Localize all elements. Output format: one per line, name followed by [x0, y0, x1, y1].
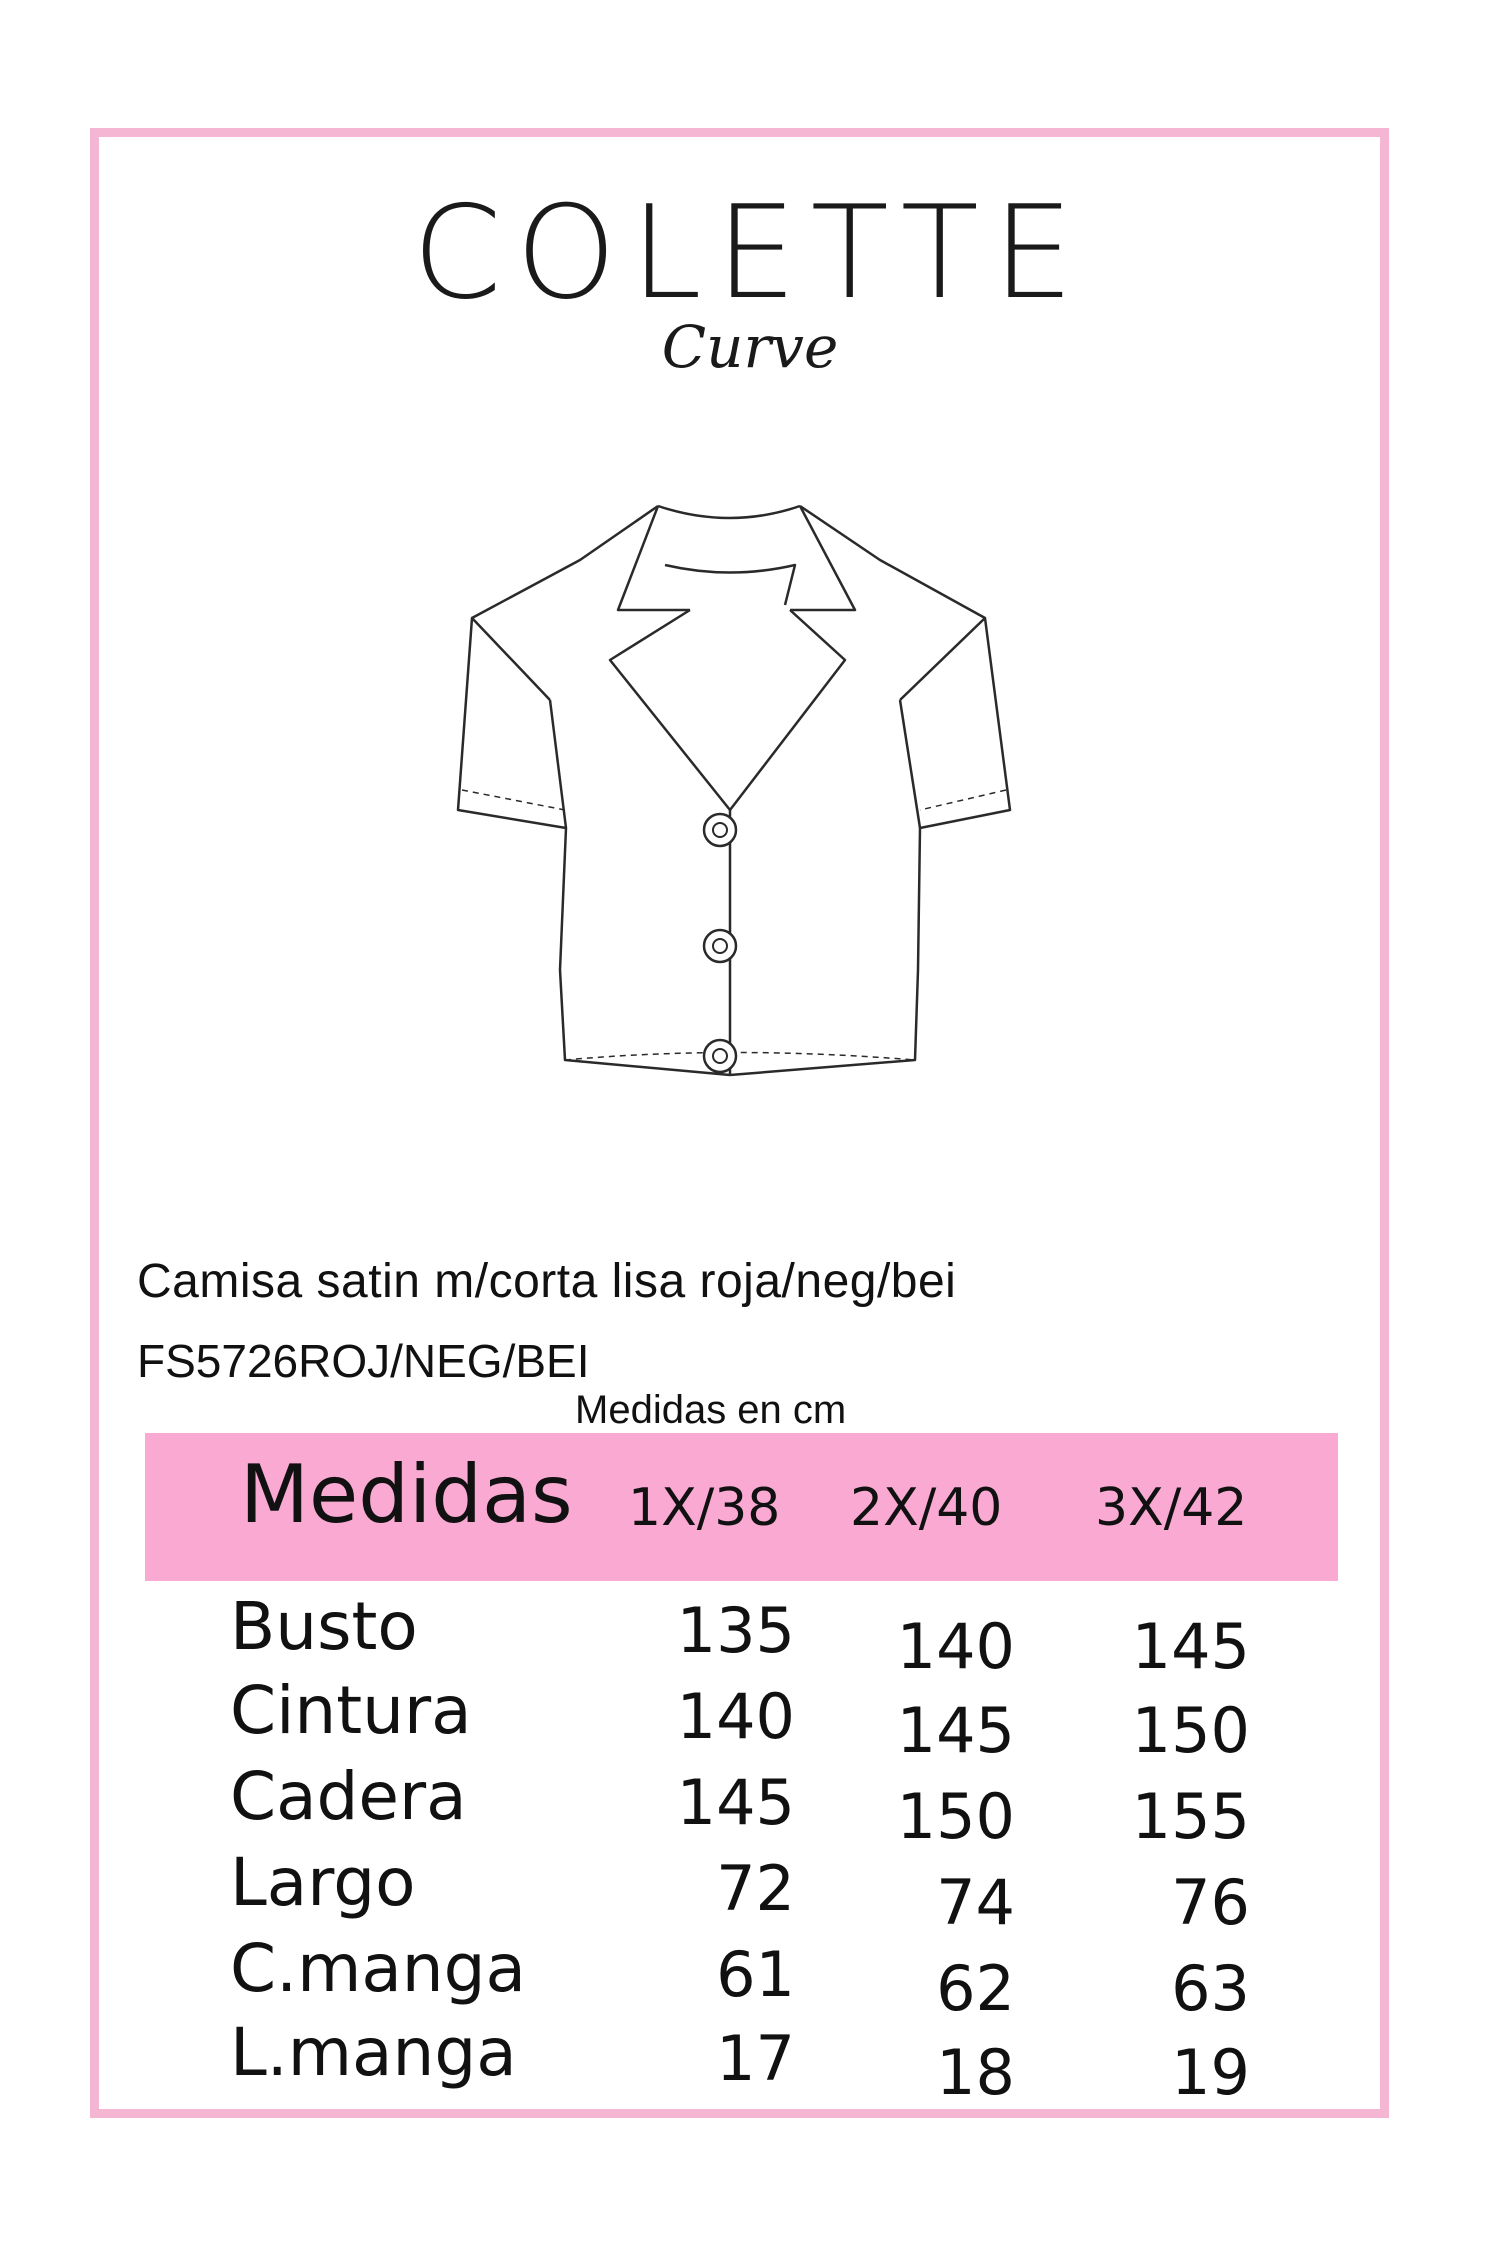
table-cell: 63: [1171, 1952, 1250, 2025]
table-cell: 18: [936, 2036, 1015, 2109]
size-header: 1X/38: [628, 1478, 781, 1538]
table-cell: 76: [1171, 1866, 1250, 1939]
table-cell: 140: [896, 1610, 1015, 1683]
table-cell: 62: [936, 1952, 1015, 2025]
table-cell: 155: [1131, 1780, 1250, 1853]
table-cell: 145: [676, 1766, 795, 1839]
brand-logo: COLETTE: [412, 179, 1088, 328]
row-label: Largo: [230, 1844, 416, 1921]
units-note: Medidas en cm: [575, 1388, 847, 1432]
table-cell: 74: [936, 1866, 1015, 1939]
table-cell: 17: [716, 2022, 795, 2095]
table-cell: 72: [716, 1852, 795, 1925]
row-label: Cadera: [230, 1758, 467, 1835]
row-label: Busto: [230, 1588, 418, 1665]
table-cell: 140: [676, 1680, 795, 1753]
row-label: L.manga: [230, 2014, 517, 2091]
row-label: Cintura: [230, 1672, 472, 1749]
table-cell: 61: [716, 1938, 795, 2011]
table-cell: 145: [896, 1694, 1015, 1767]
table-cell: 19: [1171, 2036, 1250, 2109]
product-code: FS5726ROJ/NEG/BEI: [137, 1335, 590, 1387]
table-cell: 150: [896, 1780, 1015, 1853]
row-label: C.manga: [230, 1930, 526, 2007]
table-cell: 135: [676, 1594, 795, 1667]
size-header: 3X/42: [1095, 1478, 1248, 1538]
table-cell: 145: [1131, 1610, 1250, 1683]
table-cell: 150: [1131, 1694, 1250, 1767]
brand-subline: Curve: [661, 313, 839, 381]
size-header: 2X/40: [850, 1478, 1003, 1538]
shirt-sketch: [400, 500, 1060, 1100]
product-description: Camisa satin m/corta lisa roja/neg/bei: [137, 1255, 957, 1308]
table-header-title: Medidas: [240, 1448, 573, 1541]
